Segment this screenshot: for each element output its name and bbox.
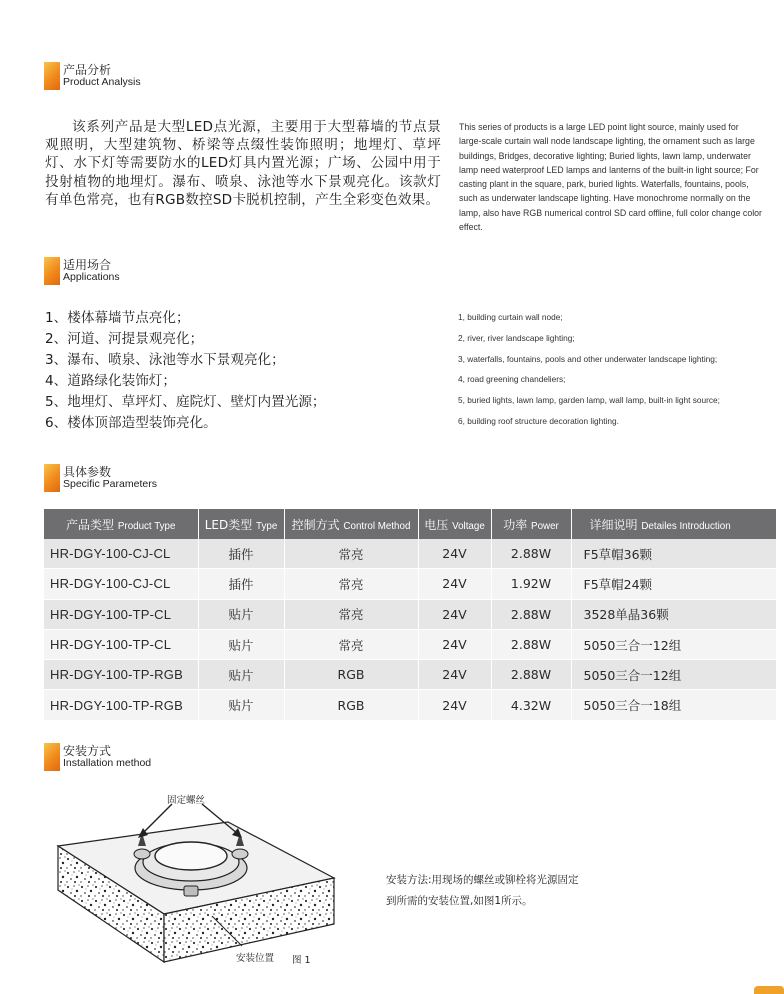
figure-caption: 图 1 [292,955,311,966]
section-title-cn: 安装方式 [63,744,112,758]
lamp-lens [155,842,227,870]
section-title-en: Installation method [63,757,152,769]
cell-control: 常亮 [284,599,418,629]
cell-led-type: 贴片 [198,690,284,720]
section-title-en: Product Analysis [63,76,141,88]
section-title-cn: 适用场合 [63,258,112,272]
cell-model: HR-DGY-100-CJ-CL [44,569,198,599]
table-row [44,660,776,690]
cell-power: 2.88W [491,629,571,659]
parameters-table [44,509,776,721]
section-marker [44,464,60,492]
cell-details: 5050三合一18组 [571,690,776,720]
cell-led-type: 插件 [198,539,284,569]
page-corner-tab [754,986,784,994]
list-item: 5、地埋灯、草坪灯、庭院灯、壁灯内置光源； [45,394,326,410]
list-item: 1, building curtain wall node; [458,312,563,322]
list-item: 5, buried lights, lawn lamp, garden lamp, wall lamp, built-in light source; [458,395,720,406]
mounting-ear-left [134,849,150,859]
table-row [44,690,776,720]
cell-control: 常亮 [284,539,418,569]
header-voltage: 电压 Voltage [418,509,491,539]
header-power: 功率 Power [491,509,571,539]
installation-text-line: 安装方法:用现场的螺丝或铆栓将光源固定 [386,874,579,886]
cell-voltage: 24V [418,569,491,599]
cell-power: 2.88W [491,599,571,629]
table-row [44,599,776,629]
mounting-ear-right [232,849,248,859]
cell-led-type: 贴片 [198,660,284,690]
table-row [44,629,776,659]
cell-model: HR-DGY-100-TP-RGB [44,690,198,720]
list-item: 4、道路绿化装饰灯； [45,373,176,389]
header-control-method: 控制方式 Control Method [284,509,418,539]
cable-gland [184,886,198,896]
cell-model: HR-DGY-100-TP-CL [44,629,198,659]
cell-details: F5草帽24颗 [571,569,776,599]
section-title-cn: 具体参数 [63,465,112,479]
cell-details: F5草帽36颗 [571,539,776,569]
list-item: 6, building roof structure decoration lighting. [458,415,619,426]
header-product-type: 产品类型 Product Type [44,509,198,539]
cell-power: 2.88W [491,660,571,690]
cell-voltage: 24V [418,660,491,690]
list-item: 1、楼体幕墙节点亮化； [45,310,190,326]
cell-control: 常亮 [284,629,418,659]
list-item: 3、瀑布、喷泉、泳池等水下景观亮化； [45,352,285,368]
analysis-text-en: This series of products is a large LED point light source, mainly used for large-scale curtain wall node landscape lighting, the ornament such as large buildings, Bridges, decorative lighting; Buried lights, lawn lamp, underwater lamp need waterproof LED lamps and lanterns of the built-in light source; For casting plant in the square, park, buried lights. Waterfalls, fountains, pools, such as underwater landscape lighting. Have monochrome normally on the lamp, also have RGB numerical control SD card offline, full color change color effect. [459,122,762,233]
cell-control: 常亮 [284,569,418,599]
label-fixing-screw: 固定螺丝 [167,795,206,806]
list-item: 6、楼体顶部造型装饰亮化。 [45,415,217,431]
cell-voltage: 24V [418,629,491,659]
cell-led-type: 插件 [198,569,284,599]
installation-figure [52,786,342,966]
section-title-en: Applications [63,271,120,283]
section-marker [44,743,60,771]
cell-model: HR-DGY-100-TP-RGB [44,660,198,690]
applications-list-en [458,312,720,437]
cell-led-type: 贴片 [198,629,284,659]
cell-details: 3528单晶36颗 [571,599,776,629]
cell-voltage: 24V [418,599,491,629]
cell-model: HR-DGY-100-TP-CL [44,599,198,629]
cell-control: RGB [284,660,418,690]
cell-power: 4.32W [491,690,571,720]
cell-details: 5050三合一12组 [571,660,776,690]
header-led-type: LED类型 Type [198,509,284,539]
cell-power: 1.92W [491,569,571,599]
table-row [44,539,776,569]
table-row [44,569,776,599]
section-marker [44,257,60,285]
list-item: 2, river, river landscape lighting; [458,332,575,343]
arrow-left [142,804,172,834]
list-item: 3, waterfalls, fountains, pools and other underwater landscape lighting; [458,353,718,364]
label-installation-position: 安装位置 [236,953,275,964]
installation-text-line: 到所需的安装位置,如图1所示。 [386,894,533,907]
applications-list-cn [45,306,326,432]
cell-control: RGB [284,690,418,720]
list-item: 4, road greening chandeliers; [458,374,566,385]
section-marker [44,62,60,90]
cell-led-type: 贴片 [198,599,284,629]
cell-model: HR-DGY-100-CJ-CL [44,539,198,569]
section-title-cn: 产品分析 [63,63,112,77]
cell-details: 5050三合一12组 [571,629,776,659]
table-header-row [44,509,776,539]
cell-voltage: 24V [418,539,491,569]
list-item: 2、河道、河提景观亮化； [45,331,204,347]
analysis-text-cn: 该系列产品是大型LED点光源，主要用于大型幕墙的节点景观照明，大型建筑物、桥梁等点缀性装饰照明；地埋灯、草坪灯、水下灯等需要防水的LED灯具内置光源；广场、公园中用于投射植物的地埋灯。瀑布、喷泉、泳池等水下景观亮化。该款灯有单色常亮，也有RGB数控SD卡脱机控制，产生全彩变色效果。 [45,119,441,208]
section-title-en: Specific Parameters [63,478,157,490]
cell-voltage: 24V [418,690,491,720]
header-details: 详细说明 Detailes Introduction [571,509,776,539]
cell-power: 2.88W [491,539,571,569]
installation-text [386,870,616,911]
